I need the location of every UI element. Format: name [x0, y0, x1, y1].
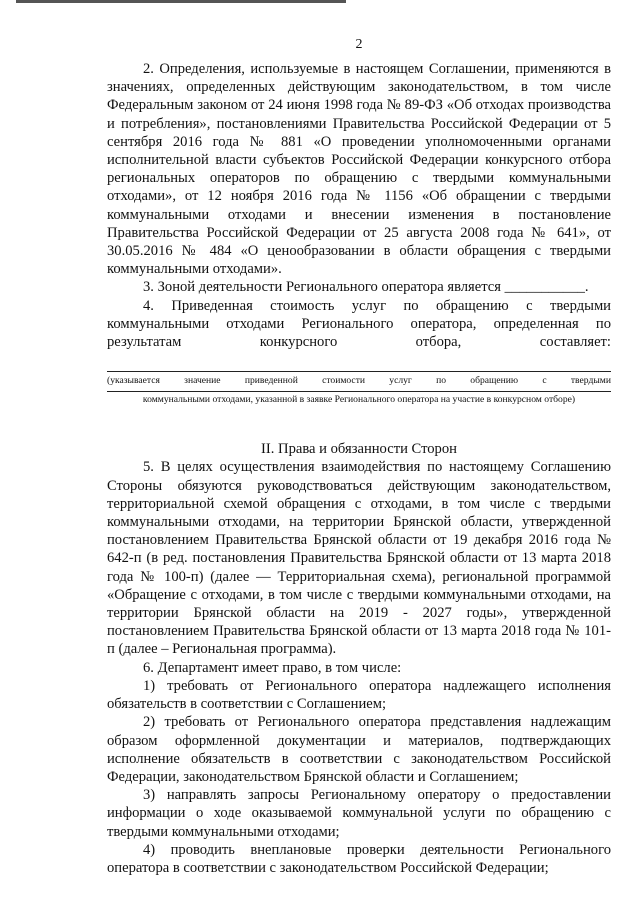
clause-6-item-3: 3) направлять запросы Региональному оператору о предоставлении информации о ходе оказываемой коммунальной услуги по обращению с твердыми коммунальными отходами;: [107, 787, 611, 840]
footnote-line-2: коммунальными отходами, указанной в заявке Регионального оператора на участие в конкурсном отборе): [142, 394, 576, 406]
page-number: 2: [355, 37, 363, 52]
clause-3: 3. Зоной деятельности Регионального оператора является ___________.: [143, 279, 589, 296]
clause-6-item-2: 2) требовать от Регионального оператора представления надлежащим образом оформленной документации и материалов, подтверждающих исполнение обязательств в соответствии с законодательством Российской Федерации, законодательством Брянской области и Соглашением;: [107, 714, 611, 785]
clause-5: 5. В целях осуществления взаимодействия по настоящему Соглашению Стороны обязуются руководствоваться действующим законодательством, территориальной схемой обращения с отходами, в том числе с твердыми коммунальными отходами, на территории Брянской области, утвержденной постановлением Правительства Брянской области от 19 декабря 2016 года № 642-п (в ред. постановления Правительства Брянской области от 13 марта 2018 года № 100-п) (далее — Территориальная схема), региональной программой «Обращение с отходами, в том числе с твердыми коммунальными отходами, на территории Брянской области на 2019 - 2027 годы», утвержденной постановлением Правительства Брянской области от 13 марта 2018 года № 101-п (далее – Региональная программа).: [107, 459, 611, 658]
document-page: [107, 36, 611, 877]
clause-2: 2. Определения, используемые в настоящем Соглашении, применяются в значениях, определенных действующим законодательством, в том числе Федеральным законом от 24 июня 1998 года № 89-ФЗ «Об отходах производства и потребления», постановлениями Правительства Российской Федерации от 5 сентября 2016 года № 881 «О проведении уполномоченными органами исполнительной власти субъектов Российской Федерации конкурсного отбора региональных операторов по обращению с твердыми коммунальными отходами», от 12 ноября 2016 года № 1156 «Об обращении с твердыми коммунальными отходами и внесении изменения в постановление Правительства Российской Федерации от 25 августа 2008 года № 641», от 30.05.2016 № 484 «О ценообразовании в области обращения с твердыми коммунальными отходами».: [107, 61, 611, 278]
clause-6-item-4: 4) проводить внеплановые проверки деятельности Регионального оператора в соответствии с законодательством Российской Федерации;: [107, 841, 611, 876]
clause-6: 6. Департамент имеет право, в том числе:: [143, 659, 402, 676]
footnote-line-1: (указывается значение приведенной стоимости услуг по обращению с твердыми: [107, 375, 611, 387]
section-heading: II. Права и обязанности Сторон: [261, 441, 457, 458]
clause-4: 4. Приведенная стоимость услуг по обращению с твердыми коммунальными отходами Регионального оператора, определенная по результатам конкурсного отбора, составляет:: [107, 297, 611, 351]
clause-6-item-1: 1) требовать от Регионального оператора надлежащего исполнения обязательств в соответствии с Соглашением;: [107, 677, 611, 713]
scan-top-line: [16, 0, 346, 3]
